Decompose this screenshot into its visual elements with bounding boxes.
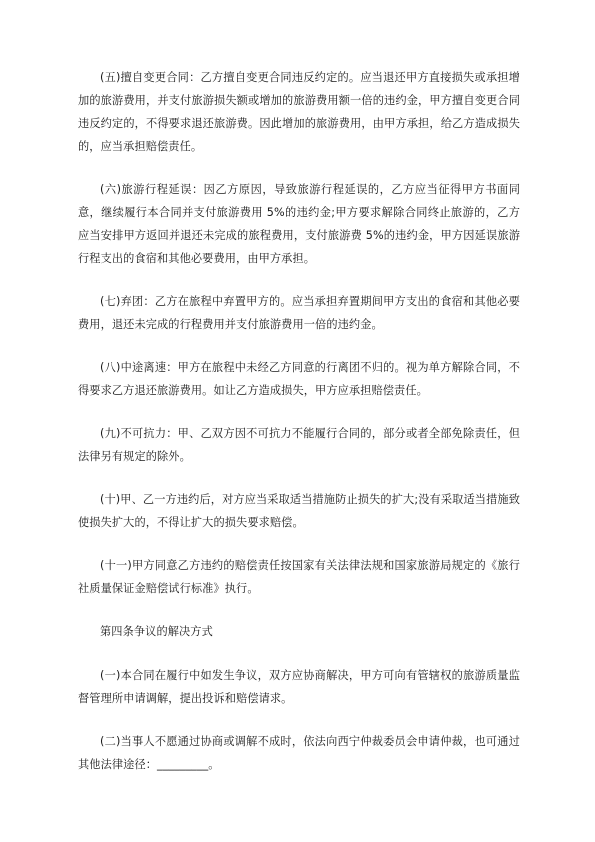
section-heading-dispute-resolution: 第四条争议的解决方式 — [100, 625, 213, 638]
clause-arbitration: (二)当事人不愿通过协商或调解不成时，依法向西宁仲裁委员会申请仲裁，也可通过其他法律途径：_________。 — [78, 735, 520, 771]
clause-force-majeure: (九)不可抗力：甲、乙双方因不可抗力不能履行合同的，部分或者全部免除责任，但法律另有规定的除外。 — [78, 427, 520, 463]
clause-negotiation: (一)本合同在履行中如发生争议，双方应协商解决，甲方可向有管辖权的旅游质量监督管理所申请调解，提出投诉和赔偿请求。 — [78, 669, 520, 705]
document-page — [78, 66, 520, 796]
clause-compensation-standard: (十一)甲方同意乙方违约的赔偿责任按国家有关法律法规和国家旅游局规定的《旅行社质量保证金赔偿试行标准》执行。 — [78, 559, 520, 595]
clause-unauthorized-change: (五)擅自变更合同：乙方擅自变更合同违反约定的。应当退还甲方直接损失或承担增加的旅游费用，并支付旅游损失额或增加的旅游费用额一倍的违约金，甲方擅自变更合同违反约定的，不得要求退还旅游费。因此增加的旅游费用，由甲方承担，给乙方造成损失的，应当承担赔偿责任。 — [78, 71, 520, 153]
clause-loss-mitigation: (十)甲、乙一方违约后，对方应当采取适当措施防止损失的扩大;没有采取适当措施致使损失扩大的，不得让扩大的损失要求赔偿。 — [78, 493, 520, 529]
clause-leaving-midway: (八)中途离速：甲方在旅程中未经乙方同意的行离团不归的。视为单方解除合同，不得要求乙方退还旅游费用。如让乙方造成损失，甲方应承担赔偿责任。 — [78, 361, 520, 397]
clause-itinerary-delay: (六)旅游行程延误：因乙方原因，导致旅游行程延误的，乙方应当征得甲方书面同意，继续履行本合同并支付旅游费用 5%的违约金;甲方要求解除合同终止旅游的，乙方应当安排甲方返回并退还未完成的旅程费用，支付旅游费 5%的违约金，甲方因延误旅游行程支出的食宿和其他必要费用，由甲方承担。 — [78, 183, 520, 265]
clause-abandonment: (七)弃团：乙方在旅程中弃置甲方的。应当承担弃置期间甲方支出的食宿和其他必要费用，退还未完成的行程费用并支付旅游费用一倍的违约金。 — [78, 295, 520, 331]
